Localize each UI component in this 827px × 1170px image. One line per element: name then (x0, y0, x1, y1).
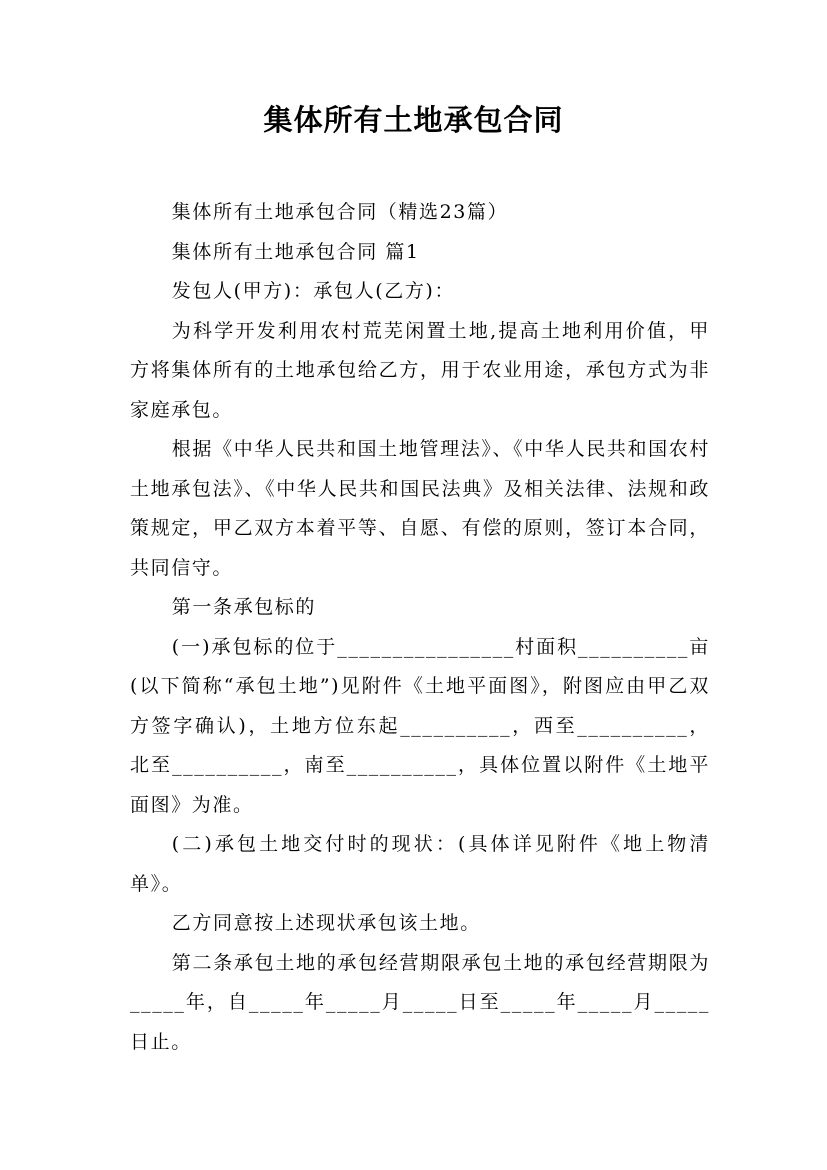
paragraph-legal-basis: 根据《中华人民共和国土地管理法》、《中华人民共和国农村土地承包法》、《中华人民共和国民法典》及相关法律、法规和政策规定，甲乙双方本着平等、自愿、有偿的原则，签订本合同，共同信守。 (130, 438, 710, 579)
clause-1-item-1: (一)承包标的位于________________村面积__________亩(以下简称“承包土地”)见附件《土地平面图》，附图应由甲乙双方签字确认)，土地方位东起__________，西至__________，北至__________，南至__________，具体位置以附件《土地平面图》为准。 (130, 635, 710, 816)
paragraph-acceptance: 乙方同意按上述现状承包该土地。 (171, 912, 481, 934)
document-body (130, 193, 710, 1062)
doc-subtitle: 集体所有土地承包合同（精选23篇） (171, 201, 509, 223)
clause-2: 第二条承包土地的承包经营期限承包土地的承包经营期限为_____年，自_____年_____月_____日至_____年_____月_____日止。 (130, 951, 710, 1053)
article-heading: 集体所有土地承包合同 篇1 (171, 240, 420, 263)
parties-line: 发包人(甲方)：承包人(乙方)： (171, 280, 456, 302)
paragraph-purpose: 为科学开发利用农村荒芜闲置土地,提高土地利用价值，甲方将集体所有的土地承包给乙方，用于农业用途，承包方式为非家庭承包。 (130, 319, 710, 421)
document-title: 集体所有土地承包合同 (263, 103, 564, 137)
clause-heading-1: 第一条承包标的 (171, 596, 316, 618)
clause-1-item-2: (二)承包土地交付时的现状：(具体详见附件《地上物清单》。 (130, 833, 710, 895)
